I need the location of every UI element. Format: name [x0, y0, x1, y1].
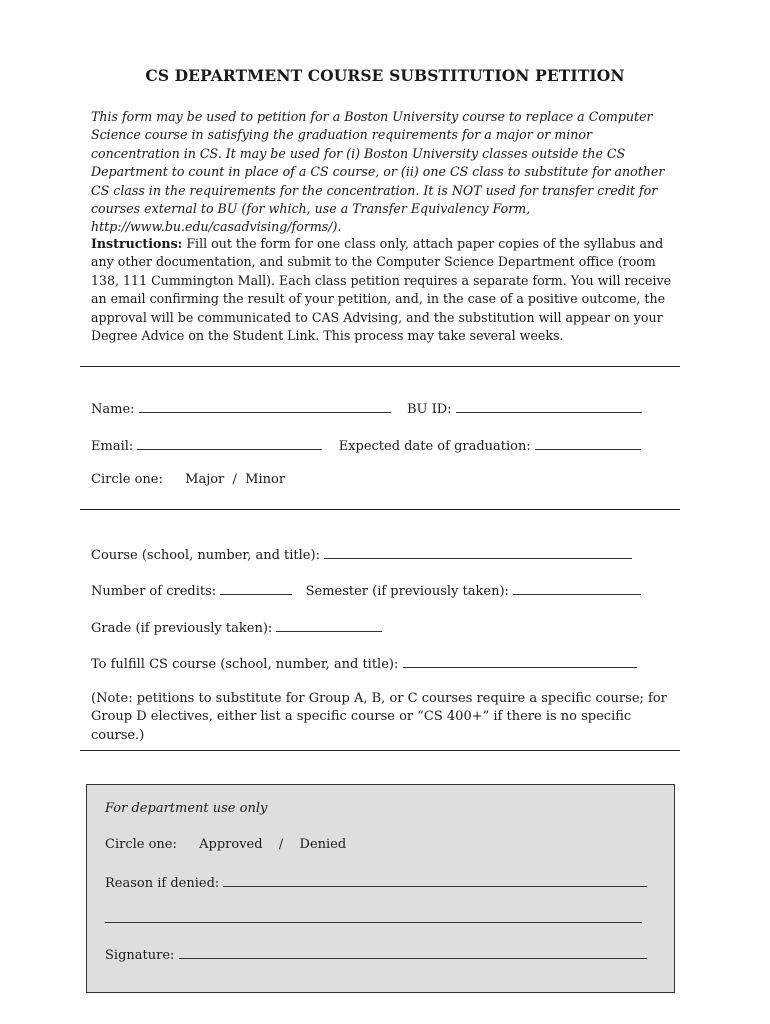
course-row: [91, 545, 632, 563]
reason-field[interactable]: [223, 873, 647, 887]
reason-continued-field[interactable]: [105, 909, 642, 923]
section-divider-3: [80, 750, 680, 751]
fulfill-label: To fulfill CS course (school, number, and title):: [91, 657, 399, 672]
form-intro-paragraph: This form may be used to petition for a Boston University course to replace a Computer Science course in satisfying the graduation requirements for a major or minor concentration in CS. It may be used for (i) Boston University classes outside the CS Department to count in place of a CS course, or (ii) one CS class to substitute for another CS class in the requirements for the concentration. It is NOT used for transfer credit for courses external to BU (for which, use a Transfer Equivalency Form, http://www.bu.edu/casadvising/forms/).: [91, 109, 665, 235]
section-divider-1: [80, 366, 680, 367]
buid-label: BU ID:: [406, 402, 452, 417]
graduation-label: Expected date of graduation:: [338, 439, 531, 454]
department-heading: For department use only: [105, 801, 268, 816]
name-field[interactable]: [139, 399, 391, 413]
semester-field[interactable]: [513, 581, 641, 595]
decision-circle-label: Circle one:: [105, 837, 177, 852]
instructions-label: Instructions:: [91, 236, 183, 251]
reason-row: [105, 873, 647, 891]
fulfill-field[interactable]: [403, 654, 637, 668]
semester-label: Semester (if previously taken):: [305, 584, 509, 599]
approved-option[interactable]: Approved: [199, 837, 263, 852]
graduation-date-field[interactable]: [535, 436, 641, 450]
reason-label: Reason if denied:: [105, 876, 220, 891]
course-field[interactable]: [324, 545, 632, 559]
name-row: [91, 399, 642, 417]
name-label: Name:: [91, 402, 135, 417]
reason-continued-row: [105, 909, 642, 927]
credits-label: Number of credits:: [91, 584, 217, 599]
grade-field[interactable]: [276, 618, 382, 632]
major-minor-row: [91, 472, 285, 487]
email-label: Email:: [91, 439, 134, 454]
credits-semester-row: [91, 581, 641, 599]
grade-label: Grade (if previously taken):: [91, 621, 273, 636]
signature-label: Signature:: [105, 948, 175, 963]
signature-field[interactable]: [179, 945, 647, 959]
buid-field[interactable]: [456, 399, 642, 413]
circle-one-label: Circle one:: [91, 472, 163, 487]
department-use-box: [86, 784, 675, 993]
credits-field[interactable]: [220, 581, 292, 595]
decision-row: [105, 837, 346, 852]
denied-option[interactable]: Denied: [299, 837, 347, 852]
email-row: [91, 436, 641, 454]
signature-row: [105, 945, 647, 963]
group-note: (Note: petitions to substitute for Group A, B, or C courses require a specific course; for Group D electives, either list a specific course or “CS 400+” if there is no specific course.): [91, 691, 667, 743]
email-field[interactable]: [137, 436, 322, 450]
decision-separator: /: [278, 837, 284, 852]
form-title: CS DEPARTMENT COURSE SUBSTITUTION PETITION: [145, 66, 625, 85]
course-label: Course (school, number, and title):: [91, 548, 320, 563]
fulfill-row: [91, 654, 637, 672]
instructions-paragraph: [91, 235, 681, 345]
instructions-text: Fill out the form for one class only, attach paper copies of the syllabus and any other documentation, and submit to the Computer Science Department office (room 138, 111 Cummington Mall). Each class petition requires a separate form. You will receive an email confirming the result of your petition, and, in the case of a positive outcome, the approval will be communicated to CAS Advising, and the substitution will appear on your Degree Advice on the Student Link. This process may take several weeks.: [91, 236, 672, 344]
major-minor-options[interactable]: Major / Minor: [185, 472, 286, 487]
grade-row: [91, 618, 382, 636]
section-divider-2: [80, 509, 680, 510]
